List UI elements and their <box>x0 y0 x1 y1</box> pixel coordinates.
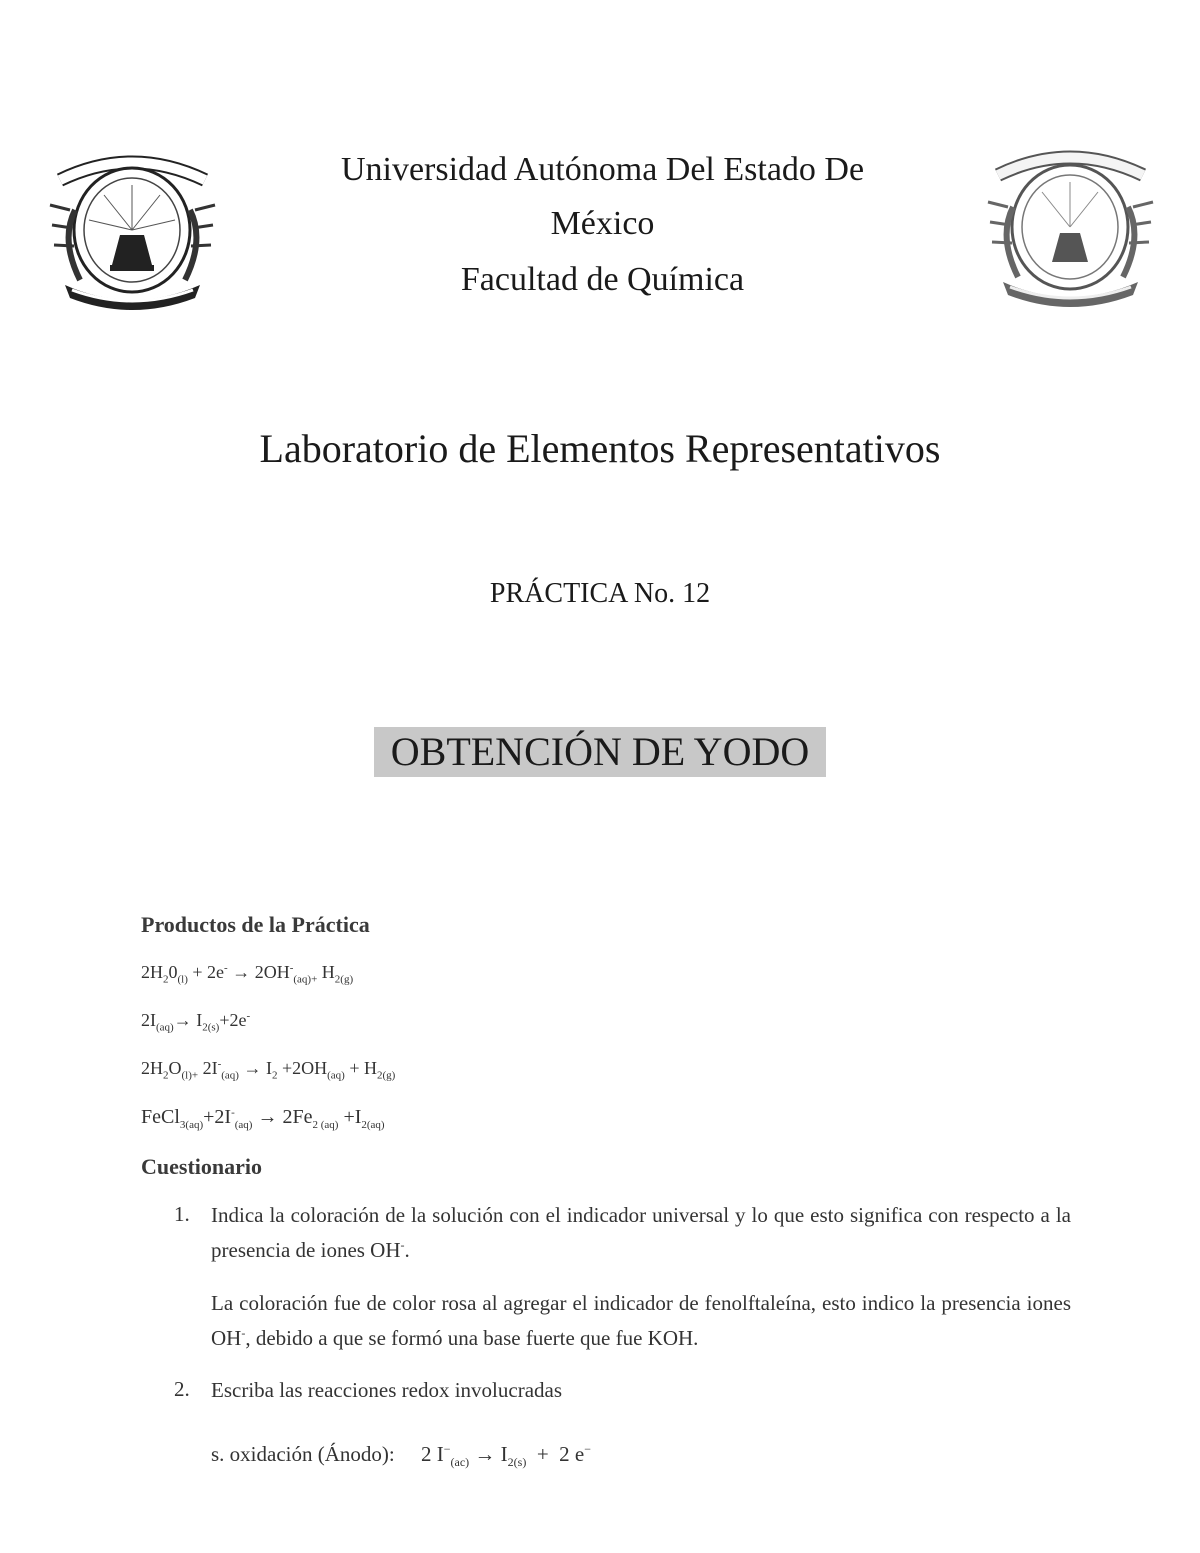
question-1-number: 1. <box>174 1202 190 1226</box>
document-title: OBTENCIÓN DE YODO <box>374 727 826 777</box>
question-2-answer: s. oxidación (Ánodo): 2 $I^-_{(ac)} \to I_{2(s)} + 2$ e− <box>211 1442 592 1470</box>
products-heading: Productos de la Práctica <box>141 912 370 937</box>
question-1-text: Indica la coloración de la solución con el indicador universal y lo que esto significa con respecto a la presencia de iones OH-. <box>211 1203 1071 1262</box>
equation-3: $2H_2O_{(l)+}$ $2I^-_{(aq)} \to I_2 +2OH_{(aq)} + H_{2(g)}$ <box>141 1058 396 1082</box>
practice-number: PRÁCTICA No. 12 <box>489 578 711 609</box>
university-seal-left <box>40 150 225 310</box>
questionnaire-heading: Cuestionario <box>141 1154 262 1179</box>
equation-4: $FeCl_{3(aq)}+2I^-_{(aq)} \to 2Fe_{2 (aq)} +I_{2(aq)}$ <box>141 1106 385 1131</box>
university-seal-right <box>978 145 1163 310</box>
question-2-text: Escriba las reacciones redox involucradas <box>211 1378 563 1402</box>
course-title: Laboratorio de Elementos Representativos <box>259 426 941 471</box>
equation-2: $2I_{(aq)}\to I_{2(s)}+2e^-$ <box>141 1010 251 1034</box>
university-name: Universidad Autónoma Del Estado De México <box>340 151 865 243</box>
question-1-answer: La coloración fue de color rosa al agregar el indicador de fenolftaleína, esto indico la presencia iones OH-, debido a que se formó una base fuerte que fue KOH. <box>211 1291 1071 1350</box>
equation-1: $2H_20_{(l)} + 2e^- \to 2OH^-_{(aq)+}$ $H_{2(g)}$ <box>141 962 354 986</box>
question-2-number: 2. <box>174 1377 190 1401</box>
faculty-name: Facultad de Química <box>460 261 745 298</box>
